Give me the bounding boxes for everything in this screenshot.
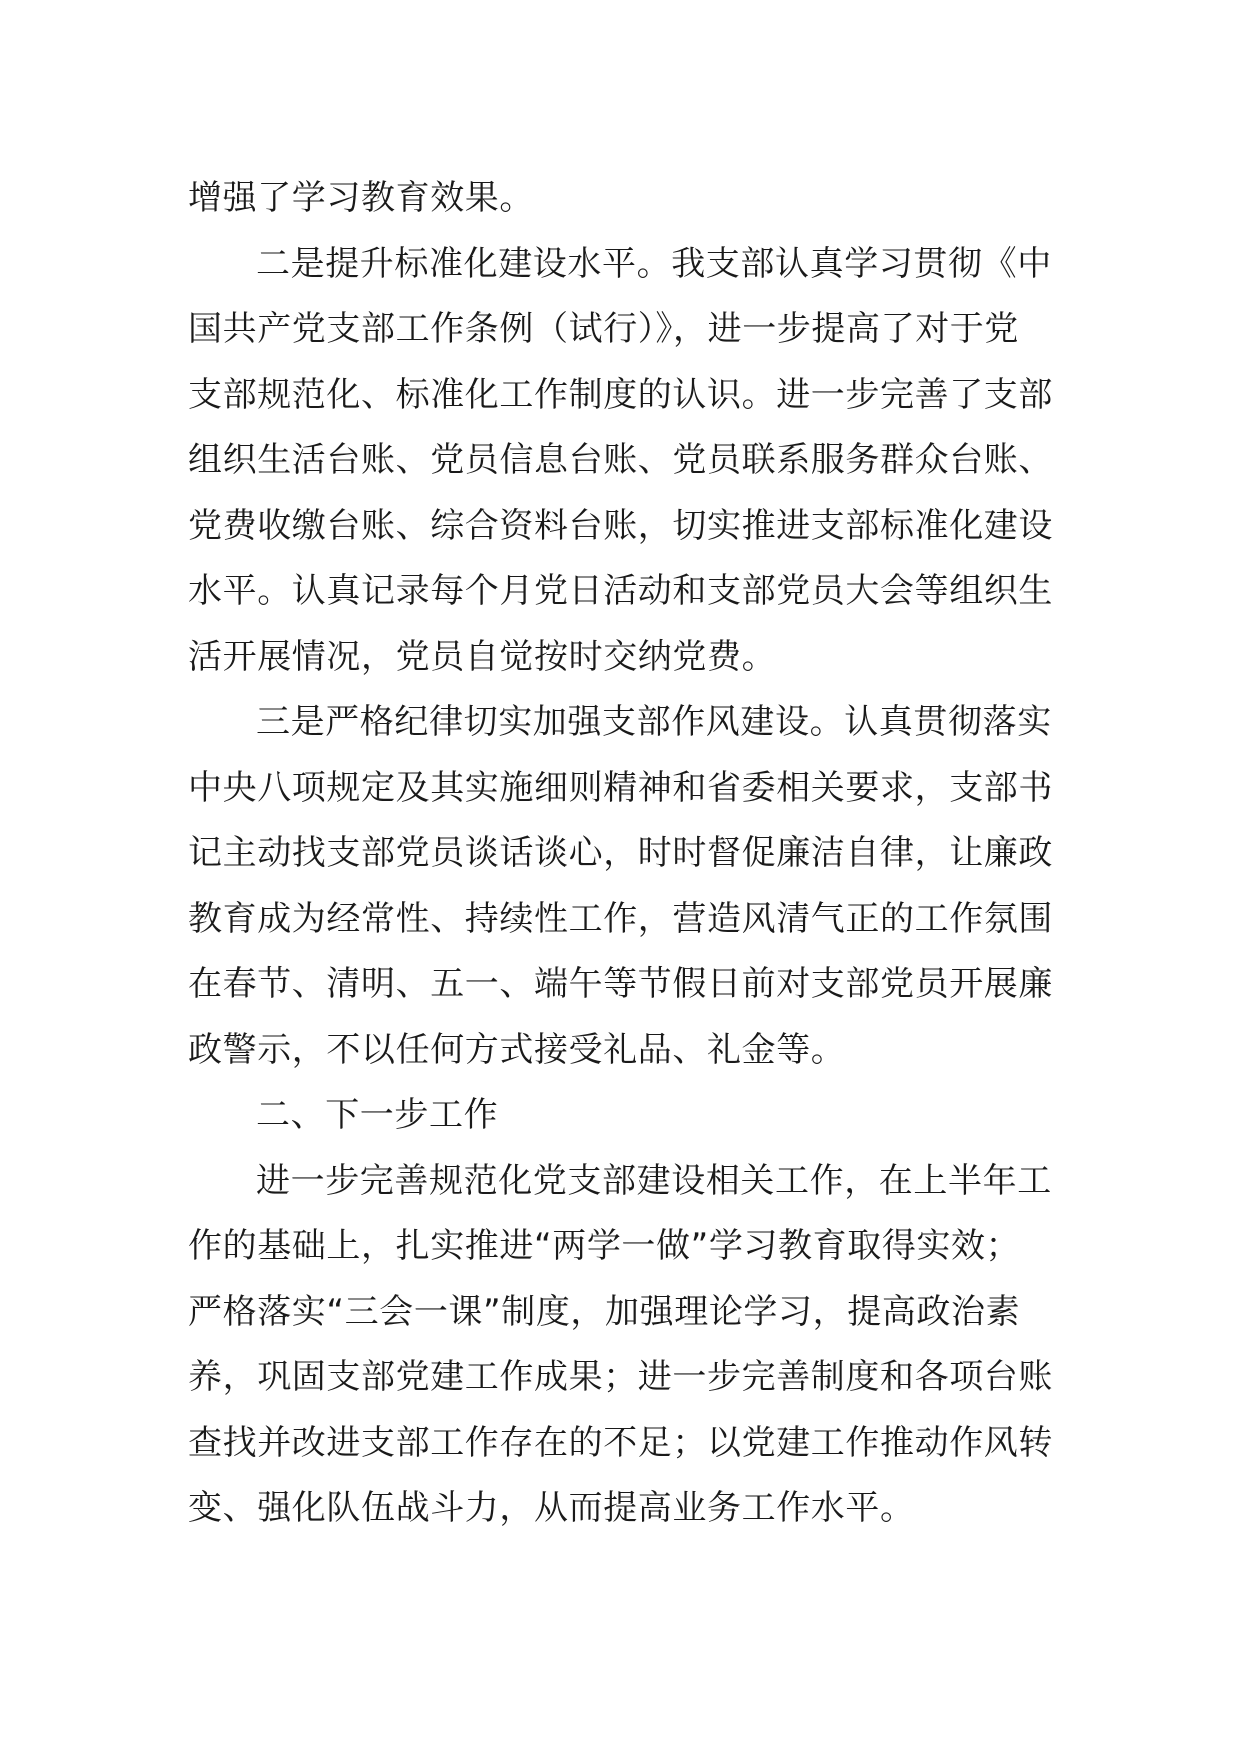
paragraph-line: 进一步完善规范化党支部建设相关工作，在上半年工 [256, 1160, 1052, 1201]
paragraph-line: 中央八项规定及其实施细则精神和省委相关要求，支部书 [188, 767, 1053, 808]
paragraph-line: 国共产党支部工作条例（试行）》，进一步提高了对于党 [188, 309, 1019, 349]
paragraph-line: 教育成为经常性、持续性工作，营造风清气正的工作氛围 [188, 898, 1053, 939]
paragraph-line: 增强了学习教育效果。 [188, 178, 534, 218]
paragraph-line: 变、强化队伍战斗力，从而提高业务工作水平。 [188, 1488, 915, 1528]
paragraph-line: 严格落实“三会一课”制度，加强理论学习，提高政治素 [188, 1291, 1021, 1332]
paragraph-line: 政警示，不以任何方式接受礼品、礼金等。 [188, 1029, 846, 1070]
paragraph-line: 组织生活台账、党员信息台账、党员联系服务群众台账、 [188, 440, 1053, 480]
paragraph-line: 支部规范化、标准化工作制度的认识。进一步完善了支部 [188, 374, 1053, 415]
paragraph-line: 二是提升标准化建设水平。我支部认真学习贯彻《中 [256, 243, 1052, 284]
paragraph-line: 养，巩固支部党建工作成果；进一步完善制度和各项台账 [188, 1357, 1053, 1397]
paragraph-line: 记主动找支部党员谈话谈心，时时督促廉洁自律，让廉政 [188, 833, 1053, 873]
paragraph-line: 党费收缴台账、综合资料台账，切实推进支部标准化建设 [188, 505, 1053, 546]
paragraph-line: 查找并改进支部工作存在的不足；以党建工作推动作风转 [188, 1422, 1053, 1463]
paragraph-line: 在春节、清明、五一、端午等节假日前对支部党员开展廉 [188, 964, 1053, 1004]
paragraph-line: 水平。认真记录每个月党日活动和支部党员大会等组织生 [188, 571, 1053, 611]
paragraph-line: 三是严格纪律切实加强支部作风建设。认真贯彻落实 [256, 702, 1052, 742]
section-heading: 二、下一步工作 [256, 1095, 499, 1135]
paragraph-line: 作的基础上，扎实推进“两学一做”学习教育取得实效； [188, 1226, 1021, 1266]
document-body [188, 166, 1058, 1542]
paragraph-line: 活开展情况，党员自觉按时交纳党费。 [188, 636, 777, 677]
